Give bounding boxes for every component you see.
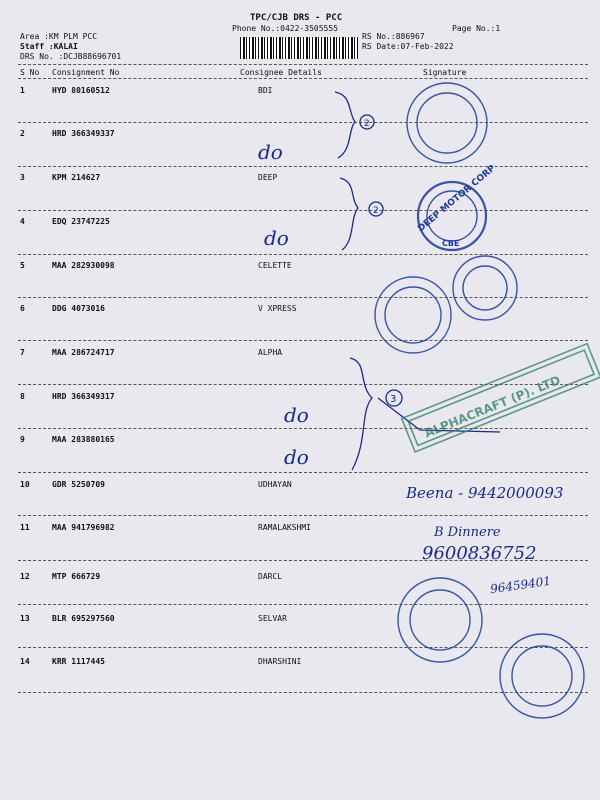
ditto-row-8: do [284, 403, 309, 427]
row-sno: 5 [20, 261, 25, 270]
row-consignee: DARCL [258, 572, 283, 581]
circle-2-text: 2 [364, 119, 370, 129]
row-sno: 14 [20, 657, 30, 666]
row-sno: 9 [20, 435, 25, 444]
rs-number: RS No.:886967 [362, 32, 425, 41]
row-sno: 6 [20, 304, 25, 313]
row-consignment: EDQ 23747225 [52, 217, 110, 226]
row-consignment: KPM 214627 [52, 173, 101, 182]
row-consignee: ALPHA [258, 348, 283, 357]
stamp-deep-text: DEEP MOTOR CORP [416, 163, 498, 235]
row-consignment: HRD 366349317 [52, 392, 115, 401]
row-sno: 3 [20, 173, 25, 182]
row-consignee: RAMALAKSHMI [258, 523, 311, 532]
area-label: Area :KM PLM PCC [20, 32, 98, 41]
phone-number: Phone No.:0422-3505555 [232, 24, 338, 33]
signature-row-10: Beena - 9442000093 [406, 484, 564, 502]
col-consignee: Consignee Details [240, 68, 322, 77]
stamp-vxpress [375, 277, 451, 353]
document-title: TPC/CJB DRS - PCC [250, 13, 343, 23]
row-consignment: DDG 4073016 [52, 304, 105, 313]
circle-3-text: 3 [390, 394, 397, 405]
row-consignment: MAA 941796982 [52, 523, 115, 532]
row-consignee: V XPRESS [258, 304, 297, 313]
row-consignment: MTP 666729 [52, 572, 101, 581]
ditto-row-4: do [264, 226, 289, 250]
row-sno: 8 [20, 392, 25, 401]
row-consignment: MAA 283880165 [52, 435, 115, 444]
row-sno: 11 [20, 523, 30, 532]
stamp-deep-city: CBE [442, 239, 460, 248]
brace-rows-1-2 [335, 92, 355, 158]
page-number: Page No.:1 [452, 24, 501, 33]
row-consignee: UDHAYAN [258, 480, 292, 489]
stamp-bdi [407, 83, 487, 163]
brace-rows-7-9 [350, 358, 372, 470]
row-consignment: HYD 80160512 [52, 86, 110, 95]
row-consignment: GDR 5250709 [52, 480, 105, 489]
rs-date: RS Date:07-Feb-2022 [362, 42, 454, 51]
col-consignment: Consignment No [52, 68, 120, 77]
row-sno: 13 [20, 614, 30, 623]
row-consignee: BDI [258, 86, 273, 95]
signature-row-11-phone: 9600836752 [422, 543, 537, 564]
row-sno: 1 [20, 86, 25, 95]
row-sno: 12 [20, 572, 30, 581]
stamp-alpha-text: ALPHACRAFT (P). LTD [422, 372, 563, 441]
row-consignee: SELVAR [258, 614, 287, 623]
col-signature: Signature [423, 68, 467, 77]
row-consignment: MAA 282930098 [52, 261, 115, 270]
staff-label: Staff :KALAI [20, 42, 78, 51]
row-consignment: KRR 1117445 [52, 657, 105, 666]
row-consignment: BLR 695297560 [52, 614, 115, 623]
ditto-row-2: do [258, 140, 283, 164]
row-consignee: CELETTE [258, 261, 292, 270]
signature-row-11-name: B Dinnere [434, 525, 501, 540]
row-consignee: DHARSHINI [258, 657, 302, 666]
circle-2b-text: 2 [373, 206, 379, 216]
row-consignment: HRD 366349337 [52, 129, 115, 138]
row-sno: 2 [20, 129, 25, 138]
ditto-row-9: do [284, 445, 309, 469]
drs-number: DRS No. :DCJB88696701 [20, 52, 122, 61]
signature-row-12: 96459401 [489, 573, 552, 597]
col-sno: S No [20, 68, 40, 77]
row-sno: 10 [20, 480, 30, 489]
brace-rows-3-4 [340, 178, 358, 250]
row-consignment: MAA 286724717 [52, 348, 115, 357]
row-sno: 7 [20, 348, 25, 357]
row-consignee: DEEP [258, 173, 278, 182]
row-sno: 4 [20, 217, 25, 226]
